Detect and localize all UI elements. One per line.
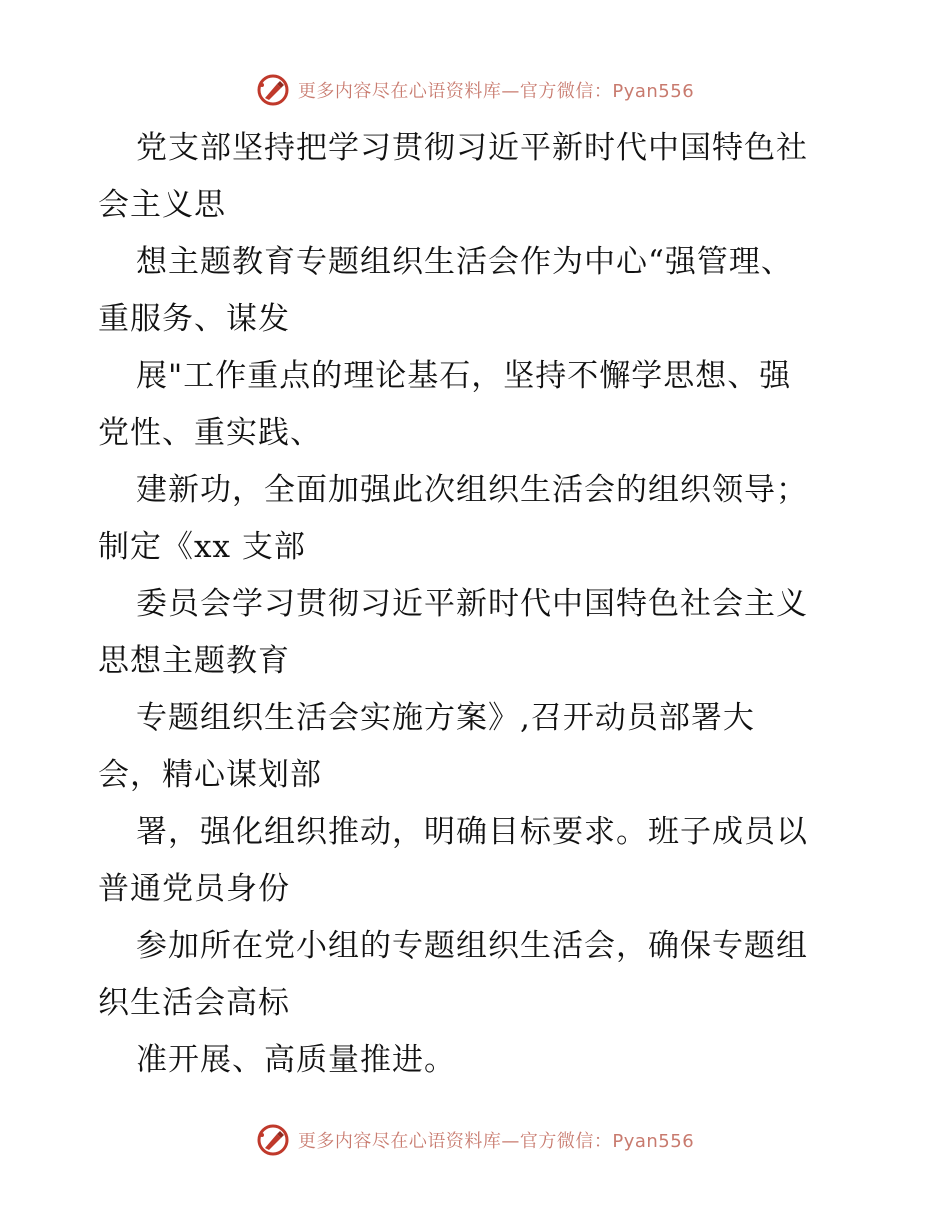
header-banner-text: 更多内容尽在心语资料库—官方微信：Pyan556 [297, 81, 695, 102]
text-line: 党性、重实践、 [98, 415, 322, 451]
text-line: 重服务、谋发 [98, 301, 290, 337]
text-line: 建新功，全面加强此次组织生活会的组织领导； [136, 472, 808, 508]
text-line: 会，精心谋划部 [98, 757, 322, 793]
text-line: 准开展、高质量推进。 [136, 1042, 456, 1078]
text-line: 思想主题教育 [98, 643, 290, 679]
pen-circle-logo-icon [256, 1123, 290, 1157]
text-line: 想主题教育专题组织生活会作为中心“强管理、 [136, 244, 793, 280]
paragraph [98, 576, 858, 690]
text-line: 专题组织生活会实施方案》,召开动员部署大 [136, 700, 755, 736]
document-body [98, 120, 858, 1089]
text-line: 制定《xx 支部 [98, 529, 306, 565]
text-line: 参加所在党小组的专题组织生活会，确保专题组 [136, 928, 808, 964]
text-line: 署，强化组织推动，明确目标要求。班子成员以 [136, 814, 808, 850]
footer-banner-text: 更多内容尽在心语资料库—官方微信：Pyan556 [297, 1131, 695, 1152]
footer-banner [0, 1118, 950, 1162]
text-line: 展"工作重点的理论基石，坚持不懈学思想、强 [136, 358, 792, 394]
text-line: 普通党员身份 [98, 871, 290, 907]
paragraph [98, 1032, 858, 1089]
text-line: 织生活会高标 [98, 985, 290, 1021]
paragraph [98, 234, 858, 348]
text-line: 委员会学习贯彻习近平新时代中国特色社会主义 [136, 586, 808, 622]
paragraph [98, 690, 858, 804]
paragraph [98, 120, 858, 234]
pen-circle-logo-icon [256, 73, 290, 107]
text-line: 会主义思 [98, 187, 226, 223]
paragraph [98, 804, 858, 918]
text-line: 党支部坚持把学习贯彻习近平新时代中国特色社 [136, 130, 808, 166]
paragraph [98, 348, 858, 462]
header-banner [0, 68, 950, 112]
paragraph [98, 462, 858, 576]
paragraph [98, 918, 858, 1032]
